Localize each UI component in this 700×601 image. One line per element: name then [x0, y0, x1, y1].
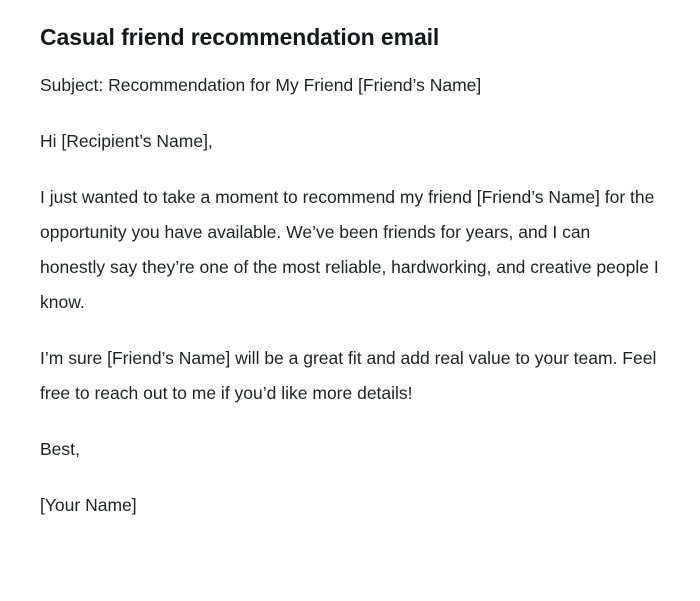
page-title: Casual friend recommendation email [40, 24, 440, 50]
body-paragraph-1: I just wanted to take a moment to recommend my friend [Friend’s Name] for the opportunity you have available. We’ve been friends for years, and I can honestly say they’re one of the most reliable, hardworking, and creative people I know. [40, 187, 659, 312]
greeting-line: Hi [Recipient’s Name], [40, 131, 213, 151]
sign-off-line: Best, [40, 439, 80, 459]
signature-line: [Your Name] [40, 495, 137, 515]
subject-line: Subject: Recommendation for My Friend [Friend’s Name] [40, 75, 482, 95]
body-paragraph-2: I’m sure [Friend’s Name] will be a great fit and add real value to your team. Feel free to reach out to me if you’d like more details! [40, 348, 657, 403]
